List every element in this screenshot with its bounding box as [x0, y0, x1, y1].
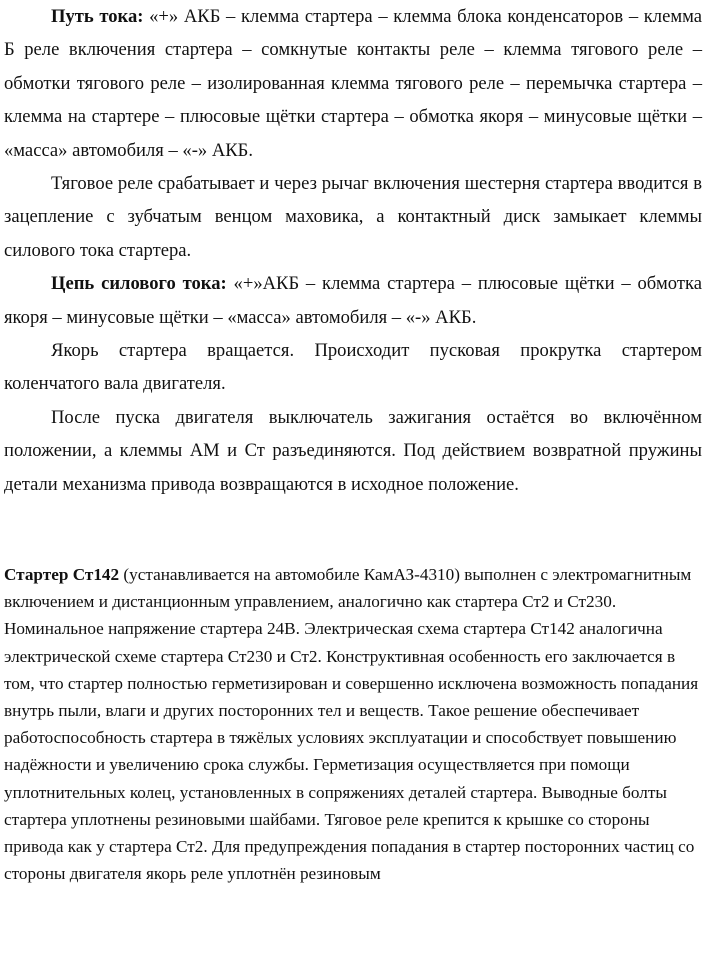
starter-st142-heading: Стартер Ст142 — [4, 565, 120, 584]
current-path-paragraph — [4, 0, 702, 167]
armature-paragraph — [4, 334, 702, 401]
current-path-heading: Путь тока: — [51, 6, 144, 27]
starter-st142-text: (устанавливается на автомобиле КамАЗ-4310) выполнен с электромагнитным включением и дистанционным управлением, аналогично как стартера Ст2 и Ст230. Номинальное напряжение стартера 24В. Электрическая схема стартера Ст142 аналогична электрической схеме стартера Ст230 и Ст2. Конструктивная особенность его заключается в том, что стартер полностью герметизирован и совершенно исключена возможность попадания внутрь пыли, влаги и других посторонних тел и веществ. Такое решение обеспечивает работоспособность стартера в тяжёлых условиях эксплуатации и способствует повышению надёжности и увеличению срока службы. Герметизация осуществляется при помощи уплотнительных колец, установленных в сопряжениях деталей стартера. Выводные болты стартера уплотнены резиновыми шайбами. Тяговое реле крепится к крышке со стороны привода как у стартера Ст2. Для предупреждения попадания в стартер посторонних частиц со стороны двигателя якорь реле уплотнён резиновым — [4, 565, 699, 884]
after-start-text: После пуска двигателя выключатель зажигания остаётся во включённом положении, а клеммы АМ и Ст разъединяются. Под действием возвратной пружины детали механизма привода возвращаются в исходное положение. — [4, 406, 702, 495]
power-circuit-heading: Цепь силового тока: — [51, 273, 227, 295]
armature-text: Якорь стартера вращается. Происходит пусковая прокрутка стартером коленчатого вала двигателя. — [4, 340, 702, 395]
current-path-text: «+» АКБ – клемма стартера – клемма блока конденсаторов – клемма Б реле включения стартера – сомкнутые контакты реле – клемма тягового реле – обмотки тягового реле – изолированная клемма тягового реле – перемычка стартера – клемма на стартере – плюсовые щётки стартера – обмотка якоря – минусовые щётки – «масса» автомобиля – «-» АКБ. — [4, 6, 702, 161]
traction-relay-text: Тяговое реле срабатывает и через рычаг включения шестерня стартера вводится в зацепление с зубчатым венцом маховика, а контактный диск замыкает клеммы силового тока стартера. — [4, 173, 702, 261]
circuit-description — [4, 0, 702, 501]
after-start-paragraph — [4, 401, 702, 501]
power-circuit-paragraph — [4, 267, 702, 334]
starter-st142-section — [4, 561, 700, 887]
starter-st142-paragraph — [4, 561, 700, 887]
traction-relay-paragraph — [4, 167, 702, 267]
power-circuit-text: «+»АКБ – клемма стартера – плюсовые щётки – обмотка якоря – минусовые щётки – «масса» автомобиля – «-» АКБ. — [4, 273, 702, 328]
